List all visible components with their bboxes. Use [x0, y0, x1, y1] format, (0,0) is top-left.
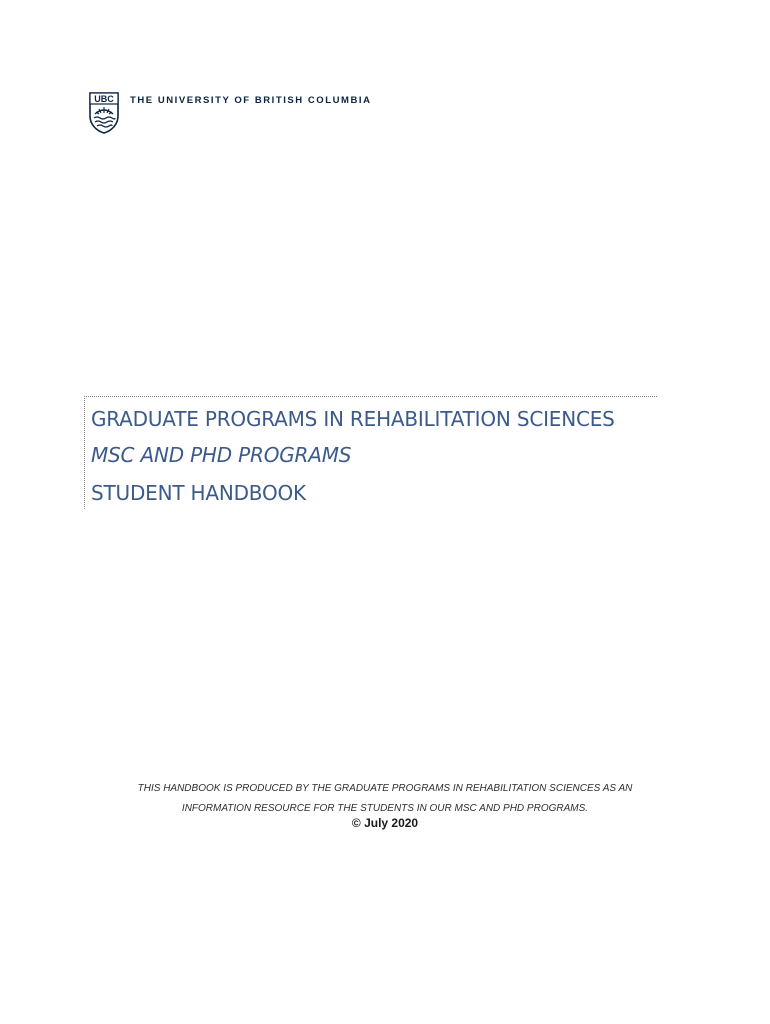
copyright-notice: © July 2020 — [351, 816, 419, 830]
university-name: THE UNIVERSITY OF BRITISH COLUMBIA — [130, 95, 372, 106]
program-subtitle: MSC AND PHD PROGRAMS — [91, 443, 352, 467]
description-line-1: THIS HANDBOOK IS PRODUCED BY THE GRADUATE PROGRAMS IN REHABILITATION SCIENCES AS AN — [137, 783, 633, 794]
title-block — [84, 396, 657, 509]
ubc-crest-icon — [89, 92, 119, 134]
logo-text: UBC — [94, 94, 114, 104]
description-line-2: INFORMATION RESOURCE FOR THE STUDENTS IN OUR MSC AND PHD PROGRAMS. — [181, 803, 589, 814]
university-header — [89, 92, 371, 134]
document-title: STUDENT HANDBOOK — [91, 481, 306, 505]
handbook-description — [0, 779, 770, 819]
program-title: GRADUATE PROGRAMS IN REHABILITATION SCIENCES — [91, 407, 615, 431]
